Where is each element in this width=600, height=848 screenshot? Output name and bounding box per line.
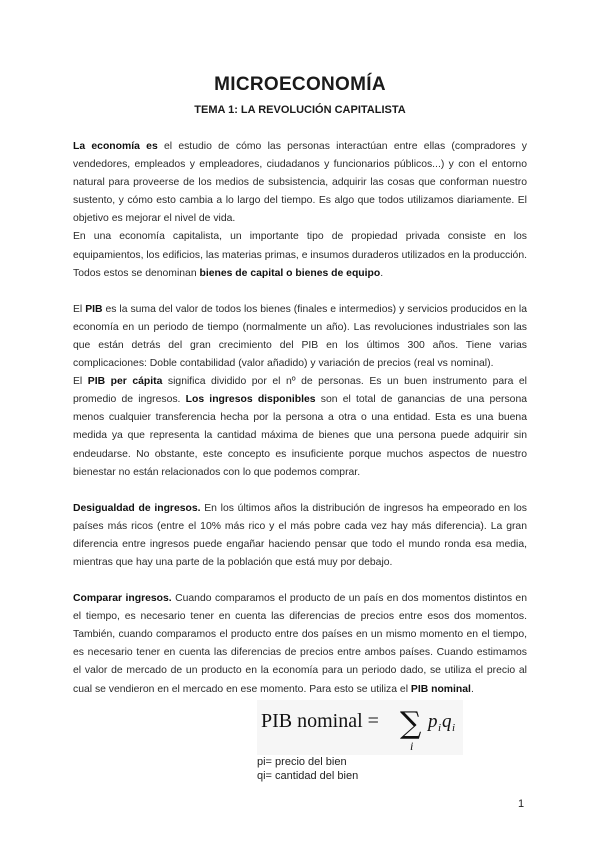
paragraph-pib <box>73 301 527 373</box>
definition-qi: qi= cantidad del bien <box>257 770 359 782</box>
page-subtitle: TEMA 1: LA REVOLUCIÓN CAPITALISTA <box>194 104 406 116</box>
paragraph-gap <box>73 283 527 301</box>
term-economia: La economía es <box>73 141 158 152</box>
term-pib: PIB <box>85 303 103 315</box>
quantity-variable: q <box>442 711 452 732</box>
paragraph-desigualdad <box>73 500 527 572</box>
term-pib-per-capita: PIB per cápita <box>87 376 163 388</box>
paragraph-text: es la suma del valor de todos los bienes (finales e intermedios) y servicios producidos en la economía en un periodo de tiempo (normalmente un año). Las revoluciones industriales son las que están detrás del gran crecimiento del PIB en los últimos 300 años. Tiene varias complicaciones: Doble contabilidad (valor añadido) y variación de precios (real vs nominal). <box>73 303 527 370</box>
price-variable: p <box>428 711 438 732</box>
quantity-subscript: i <box>452 722 456 734</box>
paragraph-text: Cuando comparamos el producto de un país en dos momentos distintos en el tiempo, es necesario tener en cuenta las diferencias de precios entre esos dos momentos. También, cuando comparamos el producto entre dos países en un mismo momento en el tiempo, es necesario tener en cuenta las diferencias de precios entre ambos países. Cuando estimamos el valor de mercado de un producto en la economía para un periodo dado, se utiliza el precio al cual se vendieron en el mercado en ese momento. Para esto se utiliza el <box>73 593 527 695</box>
term-ingresos-disponibles: Los ingresos disponibles <box>185 394 316 406</box>
term-desigualdad: Desigualdad de ingresos. <box>73 502 201 514</box>
paragraph-gap <box>73 482 527 500</box>
paragraph-pib-per-capita <box>73 373 527 482</box>
sum-index: i <box>410 739 414 753</box>
paragraph-text: significa dividido por el nº de personas. Es un buen instrumento para el promedio de ingresos. <box>73 376 527 406</box>
formula-lhs: PIB nominal = <box>261 710 379 732</box>
paragraph-end: . <box>470 683 474 695</box>
paragraph-pre: El <box>73 303 86 315</box>
term-bienes-capital: bienes de capital o bienes de equipo <box>199 267 381 279</box>
price-subscript: i <box>438 722 442 734</box>
page-number: 1 <box>518 798 525 810</box>
formula-definitions <box>257 755 358 783</box>
paragraph-text: son el total de ganancias de una persona menos cualquier transferencia hecha por la persona a otra o una entidad. Esta es una buena medida ya que representa la cantidad máxima de bienes que una persona puede adquirir sin endeudarse. No obstante, este concepto es insuficiente porque muchos aspectos de nuestro bienestar no están relacionados con lo que podemos comprar. <box>73 394 528 478</box>
paragraph-text: En los últimos años la distribución de ingresos ha empeorado en los países más ricos (entre el 10% más rico y el más pobre cada vez hay más diferencia). La gran diferencia entre ingresos puede engañar haciendo pensar que todo el mundo ronda esa media, mientras que hay una parte de la población que está muy por debajo. <box>73 502 527 568</box>
page-title: MICROECONOMÍA <box>214 74 386 95</box>
document-body <box>73 138 527 699</box>
paragraph-text: el estudio de cómo las personas interactúan entre ellas (compradores y vendedores, empleados y empleadores, ciudadanos y funcionarios públicos...) y con el entorno natural para proveerse de los medios de subsistencia, adquirir las cosas que conforman nuestro sustento, y cómo esto cambia a lo largo del tiempo. Es algo que todos utilizamos diariamente. El objetivo es mejorar el nivel de vida. <box>73 141 527 225</box>
paragraph-text: En una economía capitalista, un importante tipo de propiedad privada consiste en los equipamientos, los edificios, las materias primas, e insumos duraderos utilizados en la producción. Todos estos se denominan <box>73 231 527 279</box>
paragraph-economia <box>73 138 527 228</box>
paragraph-end: . <box>380 267 384 279</box>
term-comparar: Comparar ingresos. <box>73 593 172 605</box>
definition-pi: pi= precio del bien <box>257 756 347 768</box>
paragraph-comparar <box>73 590 527 699</box>
paragraph-pre: El <box>73 376 88 388</box>
pib-nominal-formula <box>257 700 463 755</box>
term-pib-nominal: PIB nominal <box>410 683 471 695</box>
formula-svg <box>257 700 463 755</box>
paragraph-gap <box>73 572 527 590</box>
paragraph-capital <box>73 228 527 282</box>
sum-symbol: ∑ <box>400 706 422 741</box>
